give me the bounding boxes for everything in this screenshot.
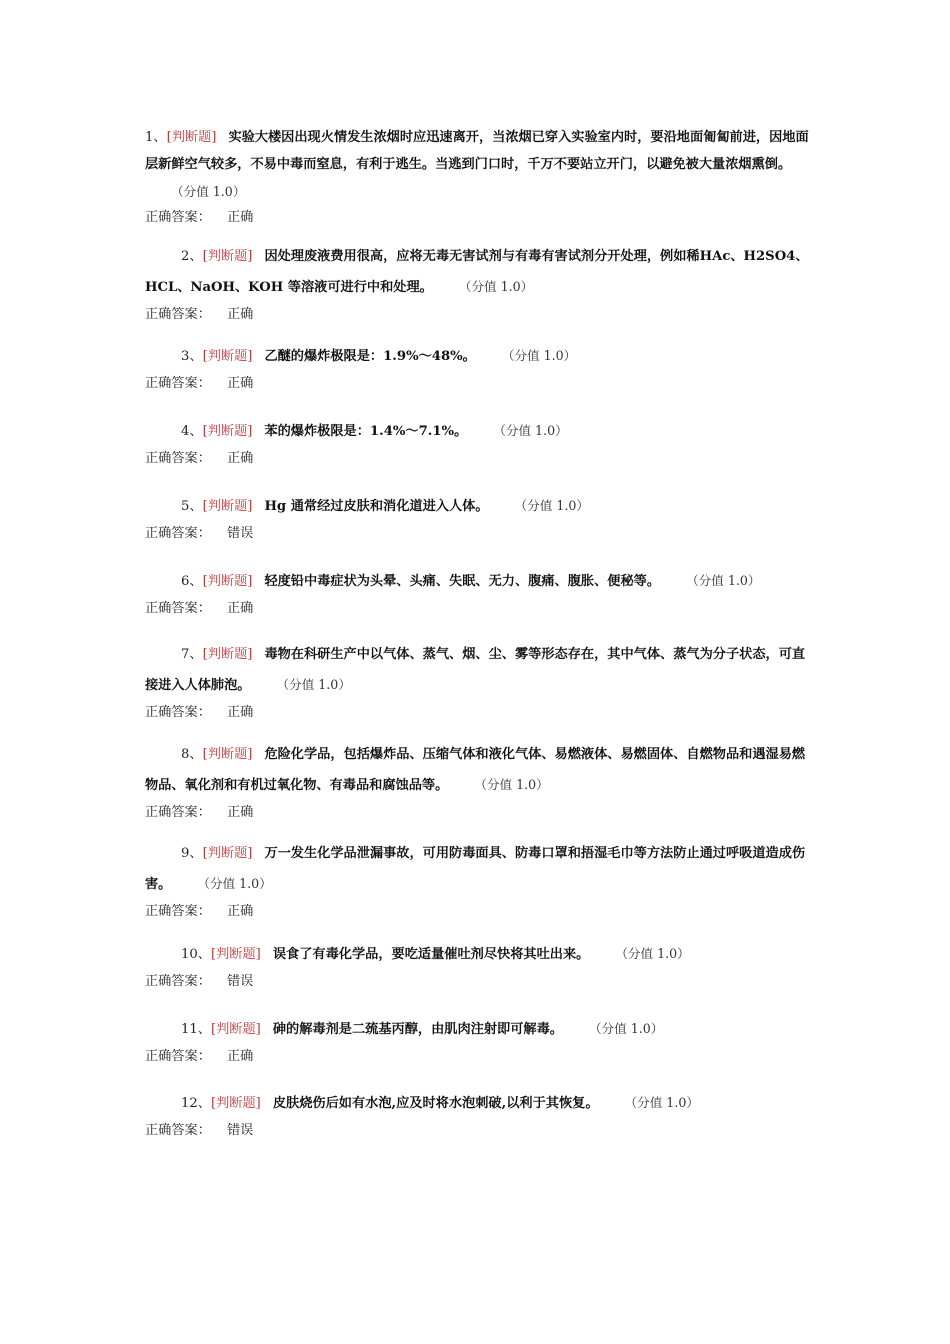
question-text <box>145 124 810 206</box>
question-statement: 苯的爆炸极限是：1.4%～7.1%。 <box>264 424 468 439</box>
question-statement: Hg 通常经过皮肤和消化道进入人体。 <box>264 499 489 514</box>
answer-value: 正确 <box>226 1049 254 1064</box>
question-text <box>145 566 810 597</box>
question-number: 4、 <box>181 424 203 439</box>
question-3 <box>145 341 810 395</box>
question-10 <box>145 939 810 993</box>
question-score: （分值 1.0） <box>615 946 690 961</box>
answer-value: 正确 <box>226 376 254 391</box>
answer-value: 正确 <box>226 705 254 720</box>
answer-value: 错误 <box>226 526 254 541</box>
question-statement: 轻度铅中毒症状为头晕、头痛、失眠、无力、腹痛、腹胀、便秘等。 <box>264 574 661 589</box>
answer-value: 正确 <box>226 904 254 919</box>
question-score: （分值 1.0） <box>493 423 568 438</box>
question-type-tag: [判断题] <box>202 647 253 662</box>
question-number: 9、 <box>181 846 203 861</box>
answer-line <box>145 1120 810 1142</box>
question-type-tag: [判断题] <box>210 1096 261 1111</box>
answer-label: 正确答案： <box>145 307 211 322</box>
question-type-tag: [判断题] <box>202 846 253 861</box>
answer-line <box>145 304 810 326</box>
question-statement: 乙醚的爆炸极限是：1.9%～48%。 <box>264 349 476 364</box>
question-type-tag: [判断题] <box>202 349 253 364</box>
answer-label: 正确答案： <box>145 526 211 541</box>
answer-value: 正确 <box>226 805 254 820</box>
question-score: （分值 1.0） <box>686 573 761 588</box>
answer-line <box>145 702 810 724</box>
question-number: 5、 <box>181 499 203 514</box>
question-text <box>145 740 810 801</box>
answer-value: 正确 <box>226 601 254 616</box>
question-type-tag: [判断题] <box>202 249 253 264</box>
question-number: 10、 <box>181 947 211 962</box>
answer-label: 正确答案： <box>145 904 211 919</box>
answer-label: 正确答案： <box>145 376 211 391</box>
question-score: （分值 1.0） <box>474 777 549 792</box>
question-text <box>145 416 810 447</box>
answer-line <box>145 523 810 545</box>
answer-line <box>145 598 810 620</box>
answer-line <box>145 971 810 993</box>
question-text <box>145 640 810 701</box>
question-score: （分值 1.0） <box>276 677 351 692</box>
question-statement: 因处理废液费用很高，应将无毒无害试剂与有毒有害试剂分开处理，例如稀HAc、H2SO4、HCL、NaOH、KOH 等溶液可进行中和处理。 <box>145 249 809 295</box>
question-number: 8、 <box>181 747 203 762</box>
answer-value: 正确 <box>226 307 254 322</box>
answer-value: 错误 <box>226 974 254 989</box>
question-statement: 皮肤烧伤后如有水泡,应及时将水泡刺破,以利于其恢复。 <box>272 1096 599 1111</box>
question-type-tag: [判断题] <box>210 947 261 962</box>
question-1 <box>145 124 810 229</box>
question-type-tag: [判断题] <box>202 747 253 762</box>
question-number: 11、 <box>181 1022 211 1037</box>
question-score: （分值 1.0） <box>171 184 246 199</box>
question-type-tag: [判断题] <box>202 574 253 589</box>
question-type-tag: [判断题] <box>166 130 217 145</box>
question-8 <box>145 740 810 824</box>
answer-label: 正确答案： <box>145 805 211 820</box>
answer-line <box>145 448 810 470</box>
question-statement: 实验大楼因出现火情发生浓烟时应迅速离开，当浓烟已穿入实验室内时，要沿地面匍匐前进，因地面层新鲜空气较多，不易中毒而窒息，有利于逃生。当逃到门口时，千万不要站立开门，以避免被大量浓烟熏倒。 <box>145 130 809 172</box>
question-2 <box>145 242 810 326</box>
question-number: 2、 <box>181 249 203 264</box>
answer-line <box>145 207 810 229</box>
question-text <box>145 341 810 372</box>
question-statement: 误食了有毒化学品，要吃适量催吐剂尽快将其吐出来。 <box>272 947 590 962</box>
question-9 <box>145 839 810 923</box>
question-statement: 万一发生化学品泄漏事故，可用防毒面具、防毒口罩和捂湿毛巾等方法防止通过呼吸道造成伤害。 <box>145 846 806 892</box>
answer-line <box>145 373 810 395</box>
question-number: 3、 <box>181 349 203 364</box>
answer-value: 正确 <box>226 451 254 466</box>
answer-label: 正确答案： <box>145 210 211 225</box>
answer-value: 正确 <box>226 210 254 225</box>
question-text <box>145 939 810 970</box>
answer-label: 正确答案： <box>145 1123 211 1138</box>
question-6 <box>145 566 810 620</box>
question-7 <box>145 640 810 724</box>
question-number: 12、 <box>181 1096 211 1111</box>
question-number: 6、 <box>181 574 203 589</box>
question-text <box>145 1088 810 1119</box>
answer-value: 错误 <box>226 1123 254 1138</box>
question-statement: 砷的解毒剂是二巯基丙醇，由肌肉注射即可解毒。 <box>272 1022 563 1037</box>
question-type-tag: [判断题] <box>202 499 253 514</box>
question-number: 1、 <box>145 130 167 145</box>
answer-label: 正确答案： <box>145 705 211 720</box>
question-score: （分值 1.0） <box>458 279 534 294</box>
question-text <box>145 1014 810 1045</box>
question-statement: 毒物在科研生产中以气体、蒸气、烟、尘、雾等形态存在，其中气体、蒸气为分子状态，可直接进入人体肺泡。 <box>145 647 806 693</box>
question-number: 7、 <box>181 647 203 662</box>
answer-label: 正确答案： <box>145 1049 211 1064</box>
question-text <box>145 491 810 522</box>
question-4 <box>145 416 810 470</box>
question-score: （分值 1.0） <box>197 876 272 891</box>
question-text <box>145 839 810 900</box>
question-12 <box>145 1088 810 1142</box>
answer-label: 正确答案： <box>145 601 211 616</box>
question-type-tag: [判断题] <box>210 1022 261 1037</box>
answer-line <box>145 1046 810 1068</box>
answer-label: 正确答案： <box>145 451 211 466</box>
question-score: （分值 1.0） <box>514 498 589 513</box>
question-type-tag: [判断题] <box>202 424 253 439</box>
question-score: （分值 1.0） <box>624 1095 699 1110</box>
question-11 <box>145 1014 810 1068</box>
question-text <box>145 242 810 303</box>
question-score: （分值 1.0） <box>588 1021 664 1036</box>
answer-label: 正确答案： <box>145 974 211 989</box>
question-score: （分值 1.0） <box>501 348 577 363</box>
question-5 <box>145 491 810 545</box>
answer-line <box>145 901 810 923</box>
answer-line <box>145 802 810 824</box>
question-statement: 危险化学品，包括爆炸品、压缩气体和液化气体、易燃液体、易燃固体、自燃物品和遇湿易燃物品、氧化剂和有机过氧化物、有毒品和腐蚀品等。 <box>145 747 806 793</box>
